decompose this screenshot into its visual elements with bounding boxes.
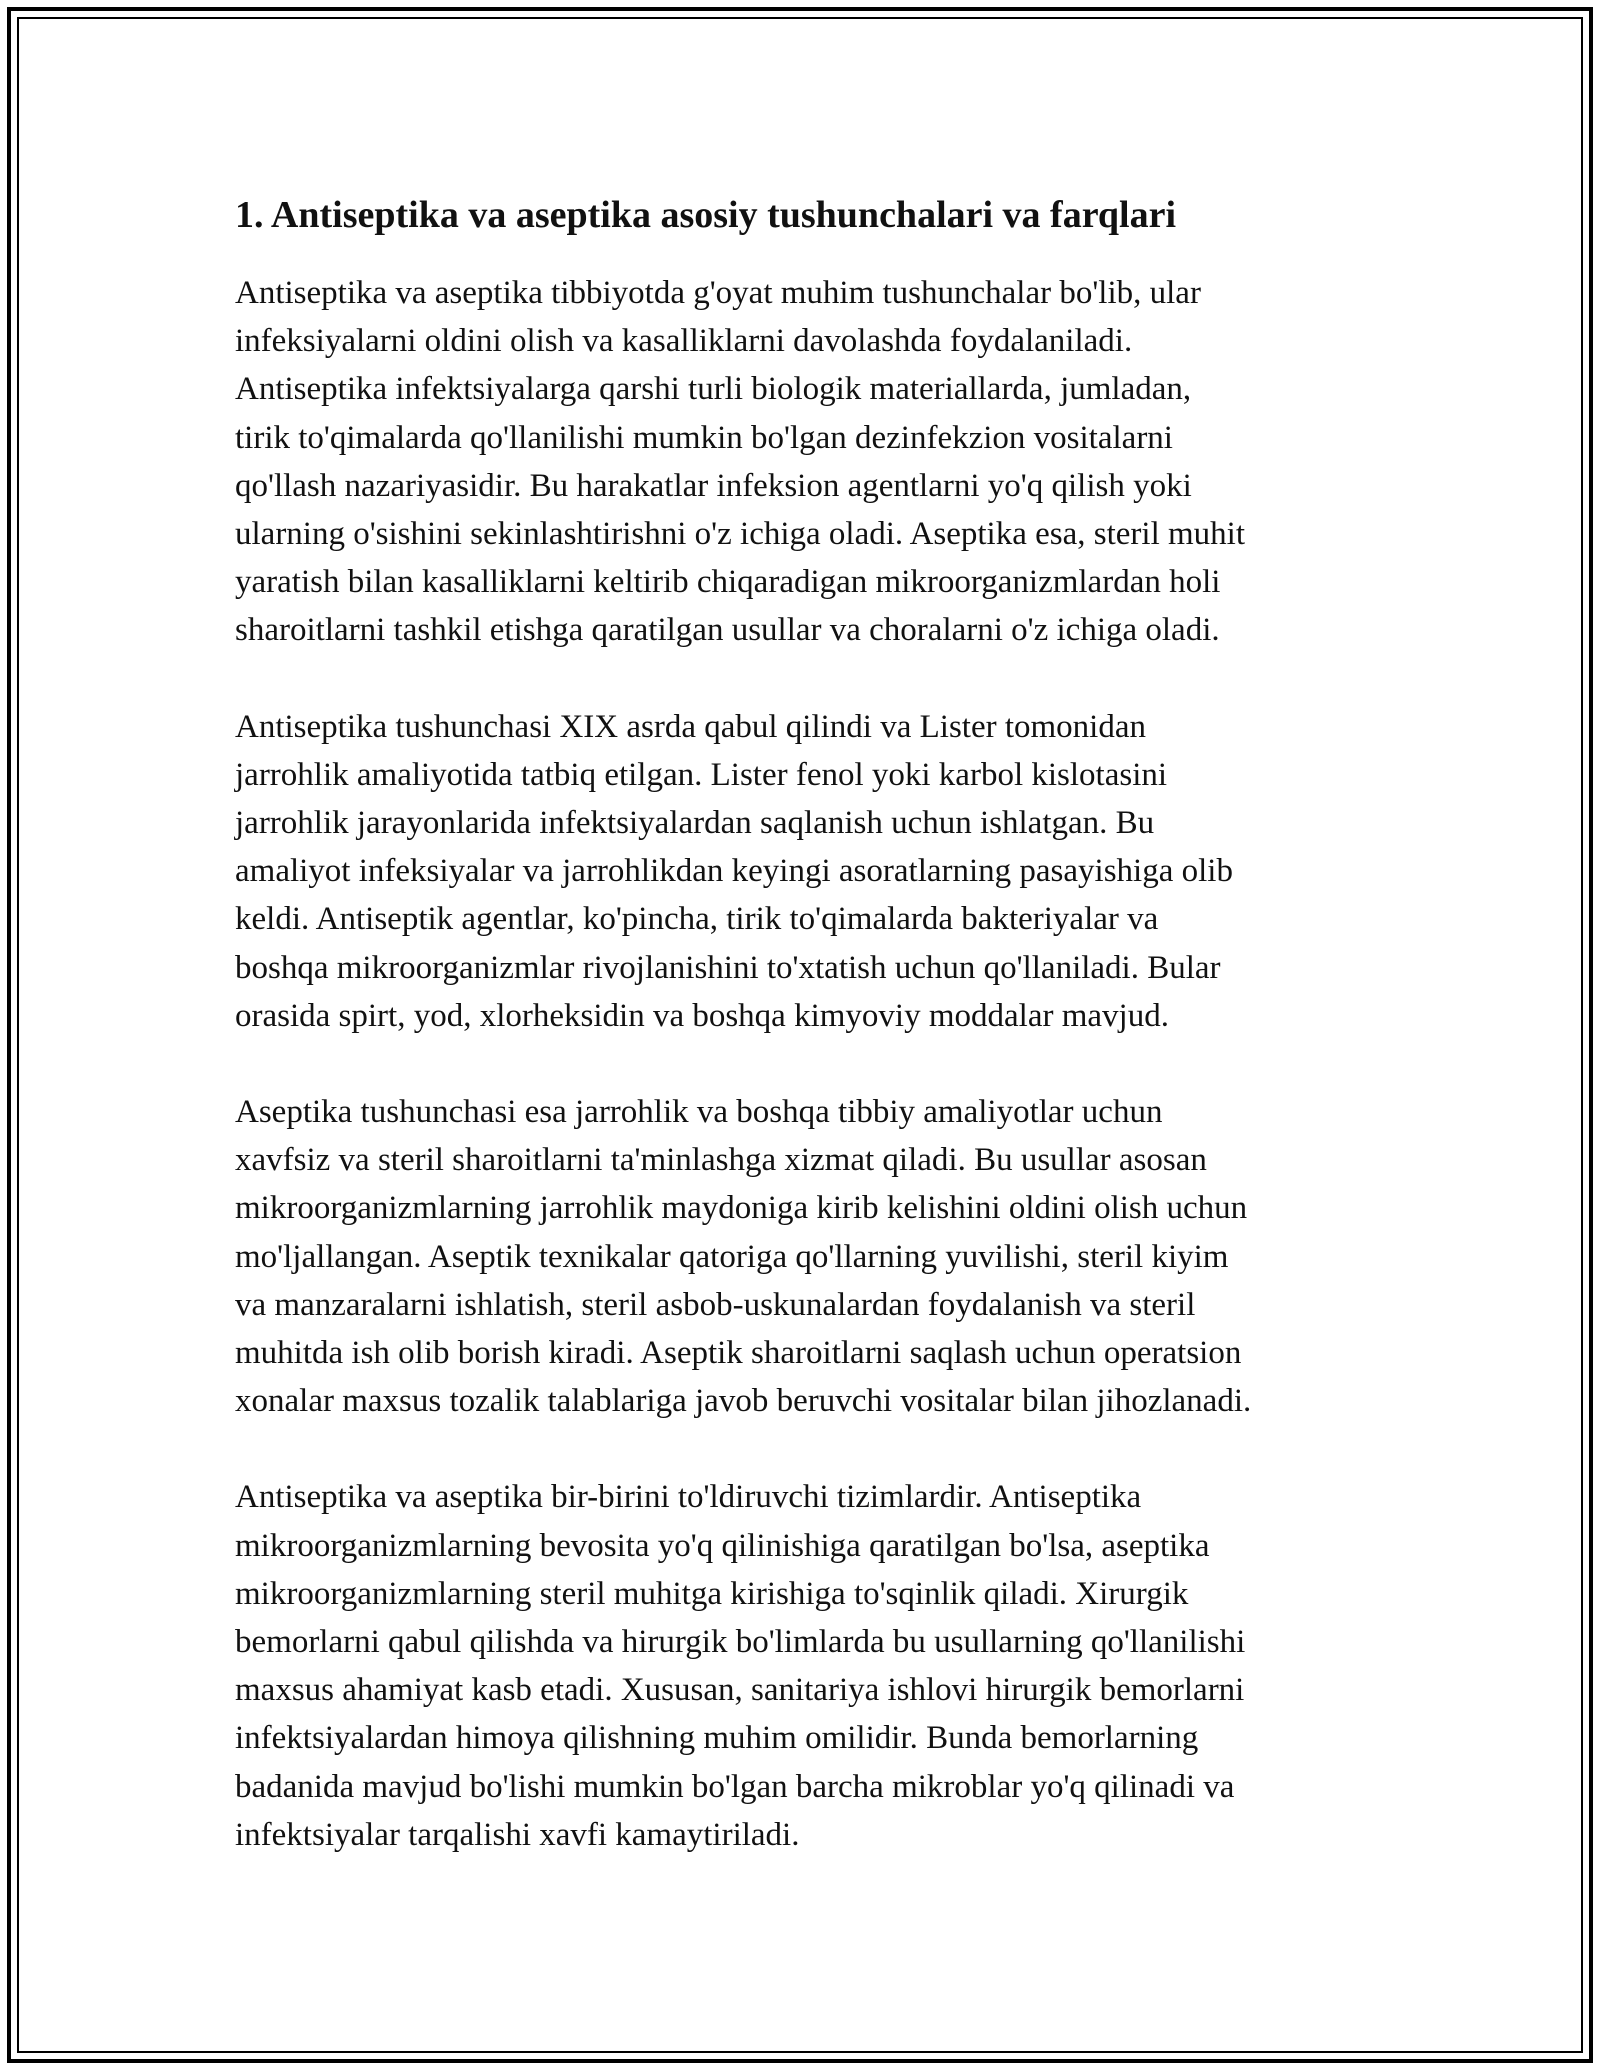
paragraph-line: keldi. Antiseptik agentlar, ko'pincha, tirik to'qimalarda bakteriyalar va — [235, 901, 1159, 938]
paragraph-line: qo'llash nazariyasidir. Bu harakatlar infeksion agentlarni yo'q qilish yoki — [235, 467, 1192, 504]
paragraph-line: mikroorganizmlarning jarrohlik maydoniga kirib kelishini oldini olish uchun — [235, 1190, 1248, 1227]
paragraph-line: Antiseptika va aseptika tibbiyotda g'oyat muhim tushunchalar bo'lib, ular — [235, 275, 1201, 311]
paragraph-line: ularning o'sishini sekinlashtirishni o'z ichiga oladi. Aseptika esa, steril muhit — [235, 516, 1245, 553]
paragraph-line: mikroorganizmlarning bevosita yo'q qilinishiga qaratilgan bo'lsa, aseptika — [235, 1527, 1210, 1564]
paragraph-4 — [235, 1473, 1375, 1859]
paragraph-line: infektsiyalar tarqalishi xavfi kamaytiriladi. — [235, 1816, 800, 1853]
paragraph-line: Antiseptika tushunchasi XIX asrda qabul qilindi va Lister tomonidan — [235, 708, 1146, 745]
paragraph-line: yaratish bilan kasalliklarni keltirib chiqaradigan mikroorganizmlardan holi — [235, 564, 1221, 601]
paragraph-line: Antiseptika infektsiyalarga qarshi turli biologik materiallarda, jumladan, — [235, 371, 1192, 408]
paragraph-line: Antiseptika va aseptika bir-birini to'ldiruvchi tizimlardir. Antiseptika — [235, 1479, 1142, 1516]
paragraph-line: mikroorganizmlarning steril muhitga kirishiga to'sqinlik qiladi. Xirurgik — [235, 1575, 1189, 1612]
paragraph-line: jarrohlik jarayonlarida infektsiyalardan saqlanish uchun ishlatgan. Bu — [235, 805, 1155, 842]
paragraph-line: orasida spirt, yod, xlorheksidin va boshqa kimyoviy moddalar mavjud. — [235, 997, 1169, 1034]
paragraph-line: mo'ljallangan. Aseptik texnikalar qatoriga qo'llarning yuvilishi, steril kiyim — [235, 1238, 1229, 1275]
paragraph-line: amaliyot infeksiyalar va jarrohlikdan keyingi asoratlarning pasayishiga olib — [235, 853, 1233, 890]
paragraph-line: boshqa mikroorganizmlar rivojlanishini to'xtatish uchun qo'llaniladi. Bular — [235, 949, 1221, 986]
paragraph-line: maxsus ahamiyat kasb etadi. Xususan, sanitariya ishlovi hirurgik bemorlarni — [235, 1672, 1245, 1709]
paragraph-line: infeksiyalarni oldini olish va kasalliklarni davolashda foydalaniladi. — [235, 323, 1133, 360]
paragraph-line: sharoitlarni tashkil etishga qaratilgan usullar va choralarni o'z ichiga oladi. — [235, 612, 1220, 649]
paragraph-line: muhitda ish olib borish kiradi. Aseptik sharoitlarni saqlash uchun operatsion — [235, 1335, 1242, 1372]
document-body — [235, 185, 1375, 1907]
paragraph-line: xonalar maxsus tozalik talablariga javob beruvchi vositalar bilan jihozlanadi. — [235, 1383, 1252, 1420]
paragraph-1 — [235, 269, 1375, 655]
paragraph-line: tirik to'qimalarda qo'llanilishi mumkin bo'lgan dezinfekzion vositalarni — [235, 419, 1173, 456]
section-heading: 1. Antiseptika va aseptika asosiy tushunchalari va farqlari — [235, 194, 1177, 236]
paragraph-2 — [235, 703, 1375, 1040]
paragraph-line: infektsiyalardan himoya qilishning muhim omilidir. Bunda bemorlarning — [235, 1720, 1199, 1757]
paragraph-3 — [235, 1088, 1375, 1425]
paragraph-line: va manzaralarni ishlatish, steril asbob-uskunalardan foydalanish va steril — [235, 1286, 1196, 1323]
paragraph-line: xavfsiz va steril sharoitlarni ta'minlashga xizmat qiladi. Bu usullar asosan — [235, 1142, 1207, 1179]
paragraph-line: Aseptika tushunchasi esa jarrohlik va boshqa tibbiy amaliyotlar uchun — [235, 1094, 1163, 1131]
paragraph-line: badanida mavjud bo'lishi mumkin bo'lgan barcha mikroblar yo'q qilinadi va — [235, 1768, 1235, 1805]
paragraph-line: jarrohlik amaliyotida tatbiq etilgan. Lister fenol yoki karbol kislotasini — [235, 756, 1168, 793]
paragraph-line: bemorlarni qabul qilishda va hirurgik bo'limlarda bu usullarning qo'llanilishi — [235, 1624, 1246, 1661]
